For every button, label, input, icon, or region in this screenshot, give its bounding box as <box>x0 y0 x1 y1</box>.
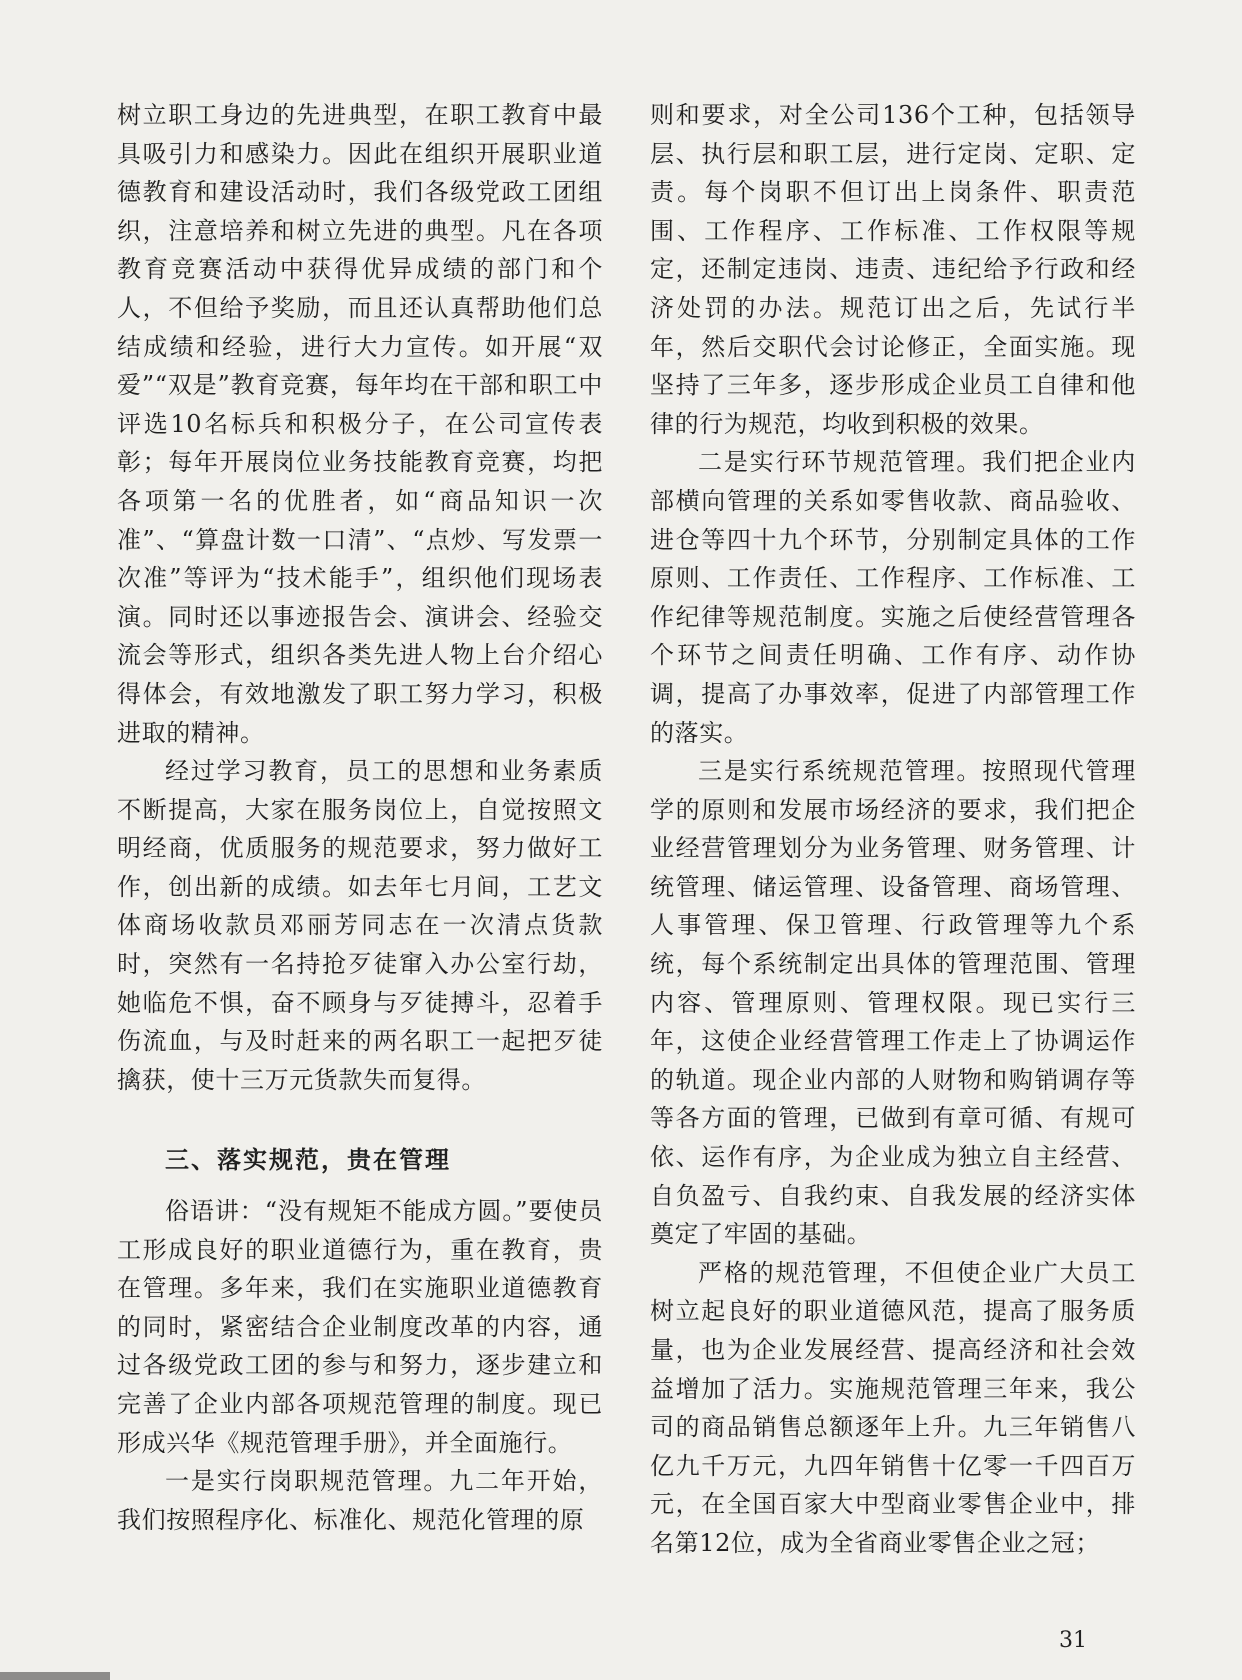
page-number: 31 <box>1059 1628 1087 1653</box>
paragraph: 二是实行环节规范管理。我们把企业内部横向管理的关系如零售收款、商品验收、进仓等四十九个环节，分别制定具体的工作原则、工作责任、工作程序、工作标准、工作纪律等规范制度。实施之后使经营管理各个环节之间责任明确、工作有序、动作协调，提高了办事效率，促进了内部管理工作的落实。 <box>650 448 1136 747</box>
paragraph: 一是实行岗职规范管理。九二年开始，我们按照程序化、标准化、规范化管理的原 <box>117 1467 603 1534</box>
paragraph: 树立职工身边的先进典型，在职工教育中最具吸引力和感染力。因此在组织开展职业道德教育和建设活动时，我们各级党政工团组织，注意培养和树立先进的典型。凡在各项教育竞赛活动中获得优异成绩的部门和个人，不但给予奖励，而且还认真帮助他们总结成绩和经验，进行大力宣传。如开展“双爱”“双是”教育竞赛，每年均在干部和职工中评选10名标兵和积极分子，在公司宣传表彰；每年开展岗位业务技能教育竞赛，均把各项第一名的优胜者，如“商品知识一次准”、“算盘计数一口清”、“点炒、写发票一次准”等评为“技术能手”，组织他们现场表演。同时还以事迹报告会、演讲会、经验交流会等形式，组织各类先进人物上台介绍心得体会，有效地激发了职工努力学习，积极进取的精神。 <box>117 101 603 747</box>
paragraph: 三是实行系统规范管理。按照现代管理学的原则和发展市场经济的要求，我们把企业经营管理划分为业务管理、财务管理、计统管理、储运管理、设备管理、商场管理、人事管理、保卫管理、行政管理等九个系统，每个系统制定出具体的管理范围、管理内容、管理原则、管理权限。现已实行三年，这使企业经营管理工作走上了协调运作的轨道。现企业内部的人财物和购销调存等等各方面的管理，已做到有章可循、有规可依、运作有序，为企业成为独立自主经营、自负盈亏、自我约束、自我发展的经济实体奠定了牢固的基础。 <box>650 757 1136 1249</box>
section-heading: 三、落实规范，贵在管理 <box>165 1145 451 1175</box>
scan-edge-mark <box>0 1672 110 1680</box>
paragraph: 则和要求，对全公司136个工种，包括领导层、执行层和职工层，进行定岗、定职、定责。每个岗职不但订出上岗条件、职责范围、工作程序、工作标准、工作权限等规定，还制定违岗、违责、违纪给予行政和经济处罚的办法。规范订出之后，先试行半年，然后交职代会讨论修正，全面实施。现坚持了三年多，逐步形成企业员工自律和他律的行为规范，均收到积极的效果。 <box>650 101 1136 438</box>
paragraph: 俗语讲：“没有规矩不能成方圆。”要使员工形成良好的职业道德行为，重在教育，贵在管理。多年来，我们在实施职业道德教育的同时，紧密结合企业制度改革的内容，通过各级党政工团的参与和努力，逐步建立和完善了企业内部各项规范管理的制度。现已形成兴华《规范管理手册》，并全面施行。 <box>117 1197 603 1457</box>
paragraph: 严格的规范管理，不但使企业广大员工树立起良好的职业道德风范，提高了服务质量，也为企业发展经营、提高经济和社会效益增加了活力。实施规范管理三年来，我公司的商品销售总额逐年上升。九三年销售八亿九千万元，九四年销售十亿零一千四百万元，在全国百家大中型商业零售企业中，排名第12位，成为全省商业零售企业之冠； <box>650 1258 1136 1557</box>
paragraph: 经过学习教育，员工的思想和业务素质不断提高，大家在服务岗位上，自觉按照文明经商，优质服务的规范要求，努力做好工作，创出新的成绩。如去年七月间，工艺文体商场收款员邓丽芳同志在一次清点货款时，突然有一名持抢歹徒窜入办公室行劫，她临危不惧，奋不顾身与歹徒搏斗，忍着手伤流血，与及时赶来的两名职工一起把歹徒擒获，使十三万元货款失而复得。 <box>117 757 603 1094</box>
left-column <box>117 96 603 1539</box>
right-column <box>650 96 1136 1563</box>
